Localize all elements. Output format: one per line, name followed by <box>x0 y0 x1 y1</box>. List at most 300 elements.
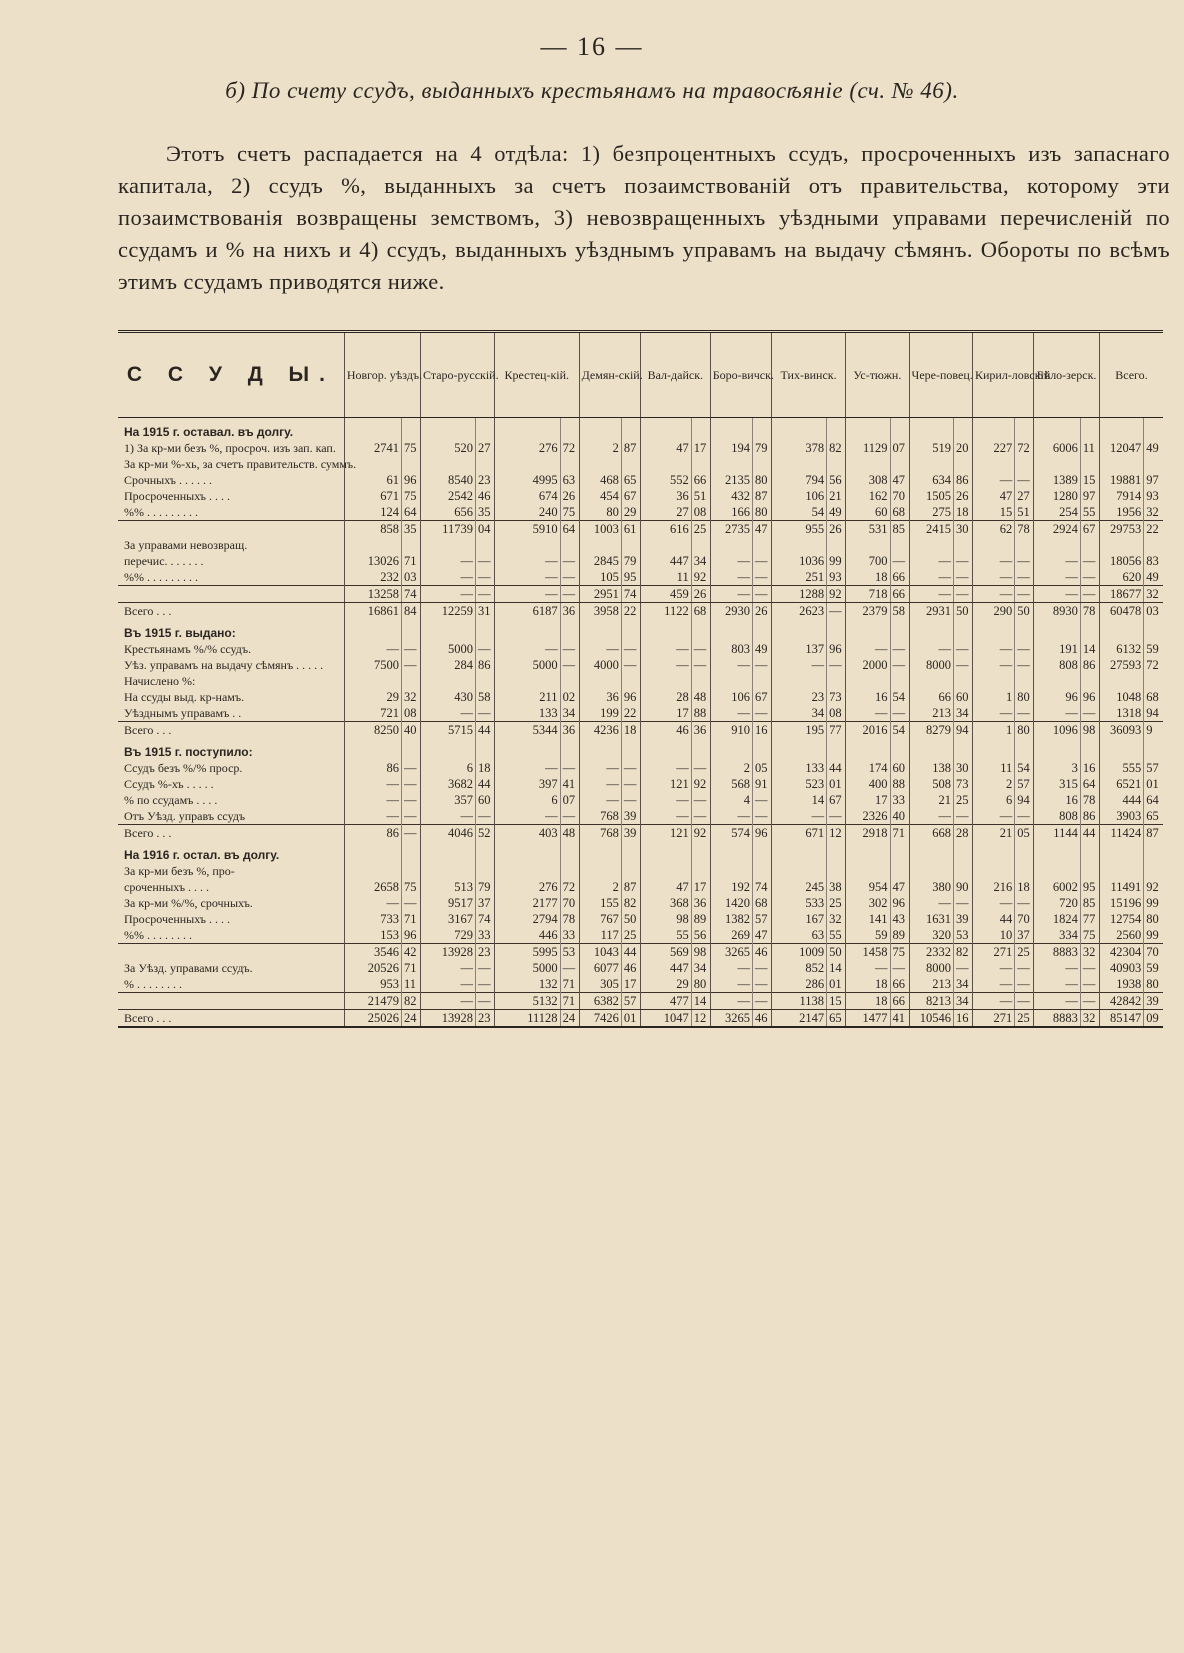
cell-kopecks: 18 <box>621 722 640 739</box>
cell-kopecks: — <box>1015 569 1034 586</box>
cell-rubles: — <box>710 553 752 569</box>
row-label: За управами невозвращ. <box>124 538 248 552</box>
table-row <box>118 689 1163 705</box>
cell-kopecks <box>621 673 640 689</box>
cell-rubles: 133 <box>772 760 827 776</box>
cell-rubles <box>909 418 953 441</box>
cell-rubles: 60 <box>846 504 890 521</box>
cell-rubles: 513 <box>420 879 475 895</box>
cell-rubles <box>640 537 691 553</box>
cell-rubles: 1122 <box>640 603 691 620</box>
cell-kopecks: 71 <box>890 825 909 842</box>
cell-rubles: 1824 <box>1034 911 1081 927</box>
cell-kopecks: — <box>1080 960 1099 976</box>
cell-rubles: 86 <box>344 825 401 842</box>
cell-kopecks: 39 <box>1144 993 1163 1010</box>
cell-rubles: 1318 <box>1099 705 1143 722</box>
cell-rubles <box>495 418 561 441</box>
cell-rubles: 36 <box>640 488 691 504</box>
cell-kopecks: — <box>560 553 579 569</box>
cell-rubles: 7426 <box>579 1010 621 1028</box>
cell-kopecks: — <box>1015 808 1034 825</box>
cell-kopecks <box>890 673 909 689</box>
cell-kopecks <box>753 673 772 689</box>
cell-kopecks <box>953 619 972 641</box>
cell-kopecks: 08 <box>691 504 710 521</box>
cell-rubles: 729 <box>420 927 475 944</box>
cell-rubles: 3167 <box>420 911 475 927</box>
cell-kopecks: — <box>621 792 640 808</box>
cell-kopecks: 97 <box>1080 488 1099 504</box>
cell-kopecks: 07 <box>560 792 579 808</box>
cell-rubles: 1003 <box>579 521 621 538</box>
cell-rubles: 2623 <box>772 603 827 620</box>
cell-kopecks: 22 <box>621 705 640 722</box>
cell-rubles: 1280 <box>1034 488 1081 504</box>
cell-rubles: 1477 <box>846 1010 890 1028</box>
cell-kopecks <box>401 863 420 879</box>
cell-rubles <box>710 863 752 879</box>
cell-rubles: 18 <box>846 569 890 586</box>
cell-kopecks: 96 <box>401 927 420 944</box>
cell-kopecks: 33 <box>560 927 579 944</box>
table-row <box>118 603 1163 620</box>
cell-kopecks: 05 <box>1015 825 1034 842</box>
cell-rubles: 3 <box>1034 760 1081 776</box>
column-header: Чере-повец. <box>909 332 972 418</box>
cell-rubles: 141 <box>846 911 890 927</box>
cell-rubles: 8279 <box>909 722 953 739</box>
row-label: Ссудъ безъ %/% проср. <box>124 761 243 775</box>
cell-rubles: 700 <box>846 553 890 569</box>
cell-kopecks: — <box>475 569 494 586</box>
cell-rubles <box>846 673 890 689</box>
cell-kopecks: 59 <box>1144 960 1163 976</box>
table-row <box>118 879 1163 895</box>
column-header: Тих-винск. <box>772 332 846 418</box>
cell-rubles <box>909 738 953 760</box>
cell-kopecks: — <box>890 641 909 657</box>
cell-rubles <box>972 418 1014 441</box>
cell-rubles: — <box>579 776 621 792</box>
cell-kopecks: 92 <box>827 586 846 603</box>
cell-rubles: 616 <box>640 521 691 538</box>
cell-rubles: 2147 <box>772 1010 827 1028</box>
cell-rubles: — <box>495 808 561 825</box>
row-label: % по ссудамъ . . . . <box>124 793 218 807</box>
cell-rubles: 1956 <box>1099 504 1143 521</box>
cell-rubles: 552 <box>640 472 691 488</box>
cell-rubles <box>495 673 561 689</box>
cell-rubles: 2 <box>579 440 621 456</box>
cell-kopecks: 71 <box>401 911 420 927</box>
cell-rubles: 5715 <box>420 722 475 739</box>
cell-rubles: 4995 <box>495 472 561 488</box>
cell-rubles: — <box>710 993 752 1010</box>
cell-rubles: 167 <box>772 911 827 927</box>
cell-rubles: 3265 <box>710 1010 752 1028</box>
cell-rubles: 192 <box>710 879 752 895</box>
cell-kopecks: 96 <box>1080 689 1099 705</box>
row-label: Крестьянамъ %/% ссудъ. <box>124 642 252 656</box>
cell-rubles: 397 <box>495 776 561 792</box>
cell-kopecks: 75 <box>560 504 579 521</box>
cell-rubles: 858 <box>344 521 401 538</box>
cell-rubles: 199 <box>579 705 621 722</box>
row-label: Срочныхъ . . . . . . <box>124 473 212 487</box>
cell-rubles: 17 <box>640 705 691 722</box>
cell-rubles <box>972 673 1014 689</box>
cell-rubles: 162 <box>846 488 890 504</box>
cell-kopecks <box>827 841 846 863</box>
cell-kopecks: — <box>560 960 579 976</box>
cell-rubles: — <box>710 960 752 976</box>
row-label: %% . . . . . . . . <box>124 928 192 942</box>
cell-kopecks: 49 <box>1144 569 1163 586</box>
cell-kopecks: 11 <box>401 976 420 993</box>
cell-rubles <box>1099 673 1143 689</box>
cell-kopecks: 48 <box>691 689 710 705</box>
cell-rubles: 2741 <box>344 440 401 456</box>
cell-kopecks <box>691 418 710 441</box>
cell-rubles: — <box>420 586 475 603</box>
cell-rubles: — <box>972 976 1014 993</box>
cell-rubles <box>909 673 953 689</box>
table-row <box>118 976 1163 993</box>
cell-rubles: 1129 <box>846 440 890 456</box>
cell-rubles: 8883 <box>1034 944 1081 961</box>
cell-rubles: 955 <box>772 521 827 538</box>
cell-kopecks: — <box>475 960 494 976</box>
cell-kopecks: 27 <box>475 440 494 456</box>
cell-kopecks: — <box>753 705 772 722</box>
cell-kopecks: 30 <box>953 760 972 776</box>
cell-kopecks <box>890 841 909 863</box>
cell-kopecks: 80 <box>753 504 772 521</box>
cell-kopecks: 47 <box>753 521 772 538</box>
cell-kopecks: 08 <box>827 705 846 722</box>
column-header: Кирил-ловскій <box>972 332 1033 418</box>
cell-kopecks <box>953 738 972 760</box>
cell-kopecks: 78 <box>560 911 579 927</box>
cell-kopecks <box>1144 841 1163 863</box>
cell-rubles: 721 <box>344 705 401 722</box>
cell-rubles <box>772 841 827 863</box>
cell-kopecks: 86 <box>953 472 972 488</box>
cell-kopecks: — <box>621 760 640 776</box>
cell-kopecks: — <box>475 976 494 993</box>
cell-kopecks: — <box>401 825 420 842</box>
cell-rubles: 2379 <box>846 603 890 620</box>
cell-kopecks: 60 <box>953 689 972 705</box>
cell-rubles: 6006 <box>1034 440 1081 456</box>
cell-rubles: 25026 <box>344 1010 401 1028</box>
cell-rubles: 55 <box>640 927 691 944</box>
cell-kopecks: 26 <box>827 521 846 538</box>
cell-kopecks: — <box>953 808 972 825</box>
cell-rubles: 10546 <box>909 1010 953 1028</box>
row-label: % . . . . . . . . <box>124 977 182 991</box>
cell-rubles: 66 <box>909 689 953 705</box>
cell-kopecks: — <box>753 553 772 569</box>
cell-rubles: — <box>1034 586 1081 603</box>
cell-kopecks <box>890 456 909 472</box>
cell-rubles <box>640 619 691 641</box>
cell-rubles: — <box>710 808 752 825</box>
cell-kopecks: 64 <box>1144 792 1163 808</box>
cell-rubles <box>1034 418 1081 441</box>
cell-rubles: 2924 <box>1034 521 1081 538</box>
cell-rubles: 16 <box>846 689 890 705</box>
cell-kopecks: — <box>401 776 420 792</box>
cell-rubles: 6002 <box>1034 879 1081 895</box>
cell-kopecks: 16 <box>753 722 772 739</box>
section-title: б) По счету ссудъ, выданныхъ крестьянамъ на травосѣяніе (сч. № 46). <box>225 78 959 103</box>
cell-rubles: — <box>710 569 752 586</box>
cell-rubles <box>495 619 561 641</box>
cell-kopecks: 85 <box>890 521 909 538</box>
cell-kopecks: — <box>621 776 640 792</box>
cell-kopecks: 65 <box>1144 808 1163 825</box>
cell-kopecks: 11 <box>1080 440 1099 456</box>
table-row <box>118 673 1163 689</box>
cell-rubles: 105 <box>579 569 621 586</box>
cell-rubles: 432 <box>710 488 752 504</box>
cell-kopecks: 48 <box>560 825 579 842</box>
cell-kopecks: 94 <box>1015 792 1034 808</box>
row-label: Въ 1915 г. поступило: <box>124 745 253 759</box>
cell-kopecks: — <box>475 993 494 1010</box>
cell-kopecks: 77 <box>1080 911 1099 927</box>
table-row <box>118 722 1163 739</box>
cell-kopecks: 74 <box>753 879 772 895</box>
cell-rubles: 634 <box>909 472 953 488</box>
cell-kopecks: 52 <box>475 825 494 842</box>
cell-kopecks: 64 <box>560 521 579 538</box>
cell-kopecks: — <box>691 808 710 825</box>
cell-kopecks: 92 <box>691 776 710 792</box>
cell-kopecks <box>560 738 579 760</box>
cell-rubles: 18 <box>846 976 890 993</box>
cell-rubles: — <box>972 993 1014 1010</box>
cell-kopecks <box>827 863 846 879</box>
cell-kopecks: 87 <box>753 488 772 504</box>
cell-kopecks: — <box>753 993 772 1010</box>
cell-kopecks: 74 <box>475 911 494 927</box>
cell-rubles <box>972 619 1014 641</box>
cell-kopecks: — <box>753 960 772 976</box>
cell-rubles: 174 <box>846 760 890 776</box>
cell-kopecks: 28 <box>953 825 972 842</box>
cell-rubles: — <box>1034 976 1081 993</box>
cell-kopecks: 25 <box>621 927 640 944</box>
cell-rubles <box>710 841 752 863</box>
cell-kopecks: 80 <box>1015 722 1034 739</box>
cell-kopecks: 30 <box>953 521 972 538</box>
cell-rubles: 954 <box>846 879 890 895</box>
cell-rubles: 213 <box>909 705 953 722</box>
cell-kopecks: — <box>827 808 846 825</box>
cell-rubles: 315 <box>1034 776 1081 792</box>
cell-kopecks <box>475 841 494 863</box>
table-row <box>118 760 1163 776</box>
cell-rubles: — <box>420 993 475 1010</box>
cell-rubles <box>579 537 621 553</box>
cell-kopecks: 18 <box>475 760 494 776</box>
cell-rubles: 98 <box>640 911 691 927</box>
cell-rubles <box>1099 863 1143 879</box>
cell-rubles: 15 <box>972 504 1014 521</box>
cell-kopecks: — <box>401 641 420 657</box>
cell-rubles <box>579 738 621 760</box>
cell-rubles: 138 <box>909 760 953 776</box>
cell-rubles: 10 <box>972 927 1014 944</box>
cell-kopecks: 58 <box>475 689 494 705</box>
cell-kopecks: — <box>1015 553 1034 569</box>
cell-rubles: — <box>1034 569 1081 586</box>
column-header: Всего. <box>1099 332 1163 418</box>
cell-rubles: — <box>909 569 953 586</box>
cell-rubles: 768 <box>579 825 621 842</box>
cell-rubles: 1389 <box>1034 472 1081 488</box>
cell-kopecks: — <box>1080 993 1099 1010</box>
table-row <box>118 1010 1163 1028</box>
cell-rubles: 96 <box>1034 689 1081 705</box>
cell-kopecks: 14 <box>691 993 710 1010</box>
cell-rubles: — <box>344 808 401 825</box>
cell-rubles: 16 <box>1034 792 1081 808</box>
cell-rubles: 153 <box>344 927 401 944</box>
cell-rubles: 11491 <box>1099 879 1143 895</box>
cell-rubles: 166 <box>710 504 752 521</box>
cell-rubles: 284 <box>420 657 475 673</box>
cell-kopecks: 53 <box>560 944 579 961</box>
cell-kopecks: 09 <box>1144 1010 1163 1028</box>
cell-kopecks: 74 <box>621 586 640 603</box>
cell-rubles: 380 <box>909 879 953 895</box>
cell-kopecks: 51 <box>1015 504 1034 521</box>
cell-kopecks <box>401 619 420 641</box>
cell-rubles <box>640 418 691 441</box>
cell-kopecks <box>691 841 710 863</box>
cell-kopecks: 82 <box>621 895 640 911</box>
cell-kopecks: — <box>560 808 579 825</box>
row-label: Въ 1915 г. выдано: <box>124 626 236 640</box>
cell-rubles <box>1034 841 1081 863</box>
cell-kopecks: 89 <box>691 911 710 927</box>
cell-rubles: — <box>972 553 1014 569</box>
cell-rubles: — <box>495 641 561 657</box>
cell-rubles: 6132 <box>1099 641 1143 657</box>
cell-kopecks: 92 <box>691 825 710 842</box>
cell-kopecks <box>475 673 494 689</box>
cell-rubles <box>772 863 827 879</box>
cell-kopecks: — <box>953 553 972 569</box>
cell-rubles: 3682 <box>420 776 475 792</box>
cell-rubles: 213 <box>909 976 953 993</box>
row-label: На ссуды выд. кр-намъ. <box>124 690 245 704</box>
cell-kopecks: 14 <box>827 960 846 976</box>
cell-rubles: 275 <box>909 504 953 521</box>
cell-rubles: 13928 <box>420 944 475 961</box>
cell-kopecks: 33 <box>475 927 494 944</box>
cell-rubles: — <box>495 569 561 586</box>
cell-rubles: 569 <box>640 944 691 961</box>
cell-rubles: 59 <box>846 927 890 944</box>
cell-kopecks: 34 <box>953 976 972 993</box>
table-row <box>118 553 1163 569</box>
cell-kopecks: 80 <box>1015 689 1034 705</box>
table-row <box>118 944 1163 961</box>
cell-rubles: 23 <box>772 689 827 705</box>
cell-kopecks: 23 <box>475 472 494 488</box>
cell-kopecks <box>621 841 640 863</box>
cell-kopecks <box>1144 537 1163 553</box>
cell-rubles <box>772 456 827 472</box>
cell-rubles: 4000 <box>579 657 621 673</box>
cell-rubles: — <box>846 960 890 976</box>
cell-kopecks: 21 <box>827 488 846 504</box>
cell-kopecks: — <box>691 792 710 808</box>
cell-rubles: 1096 <box>1034 722 1081 739</box>
cell-kopecks <box>1080 673 1099 689</box>
cell-kopecks: — <box>753 657 772 673</box>
row-label: 1) За кр-ми безъ %, просроч. изъ зап. кап. <box>124 441 336 455</box>
cell-kopecks: 34 <box>691 960 710 976</box>
cell-rubles: 85147 <box>1099 1010 1143 1028</box>
cell-kopecks: 82 <box>827 440 846 456</box>
cell-kopecks: 92 <box>1144 879 1163 895</box>
cell-kopecks <box>1015 537 1034 553</box>
cell-kopecks: 66 <box>890 586 909 603</box>
cell-kopecks: — <box>753 792 772 808</box>
cell-kopecks <box>1080 537 1099 553</box>
column-header: Крестец-кій. <box>495 332 580 418</box>
intro-paragraph: Этотъ счетъ распадается на 4 отдѣла: 1) безпроцентныхъ ссудъ, просроченныхъ изъ запаснаго капитала, 2) ссудъ %, выданныхъ за счетъ позаимствованій отъ правительства, которому эти позаимствованія возвращены земствомъ, 3) невозвращенныхъ уѣздными управами перечисленій по ссудамъ и % на нихъ и 4) ссудъ, выданныхъ уѣзднымъ управамъ на выдачу сѣмянъ. Обороты по всѣмъ этимъ ссудамъ приводятся ниже. <box>118 141 1170 294</box>
cell-rubles: — <box>1034 705 1081 722</box>
row-label: Просроченныхъ . . . . <box>124 912 230 926</box>
cell-kopecks: 26 <box>953 488 972 504</box>
cell-kopecks: — <box>1015 993 1034 1010</box>
cell-rubles: 2415 <box>909 521 953 538</box>
cell-rubles: 7914 <box>1099 488 1143 504</box>
cell-rubles: 2930 <box>710 603 752 620</box>
cell-kopecks: — <box>753 808 772 825</box>
cell-rubles: 447 <box>640 960 691 976</box>
cell-kopecks: 9 <box>1144 722 1163 739</box>
row-label: перечис. . . . . . . <box>124 554 204 568</box>
cell-kopecks: 32 <box>1080 1010 1099 1028</box>
cell-rubles: 2177 <box>495 895 561 911</box>
table-row <box>118 586 1163 603</box>
cell-rubles: — <box>972 657 1014 673</box>
cell-kopecks: 94 <box>953 722 972 739</box>
cell-kopecks: — <box>827 657 846 673</box>
cell-rubles: 11424 <box>1099 825 1143 842</box>
cell-kopecks: — <box>621 657 640 673</box>
cell-kopecks <box>953 673 972 689</box>
cell-rubles: 2931 <box>909 603 953 620</box>
cell-rubles <box>1034 673 1081 689</box>
cell-kopecks <box>621 456 640 472</box>
cell-kopecks <box>1080 841 1099 863</box>
cell-kopecks: 17 <box>691 879 710 895</box>
cell-kopecks: 94 <box>1144 705 1163 722</box>
cell-kopecks: 36 <box>560 722 579 739</box>
cell-rubles: 531 <box>846 521 890 538</box>
cell-kopecks: 93 <box>1144 488 1163 504</box>
cell-kopecks: — <box>953 641 972 657</box>
